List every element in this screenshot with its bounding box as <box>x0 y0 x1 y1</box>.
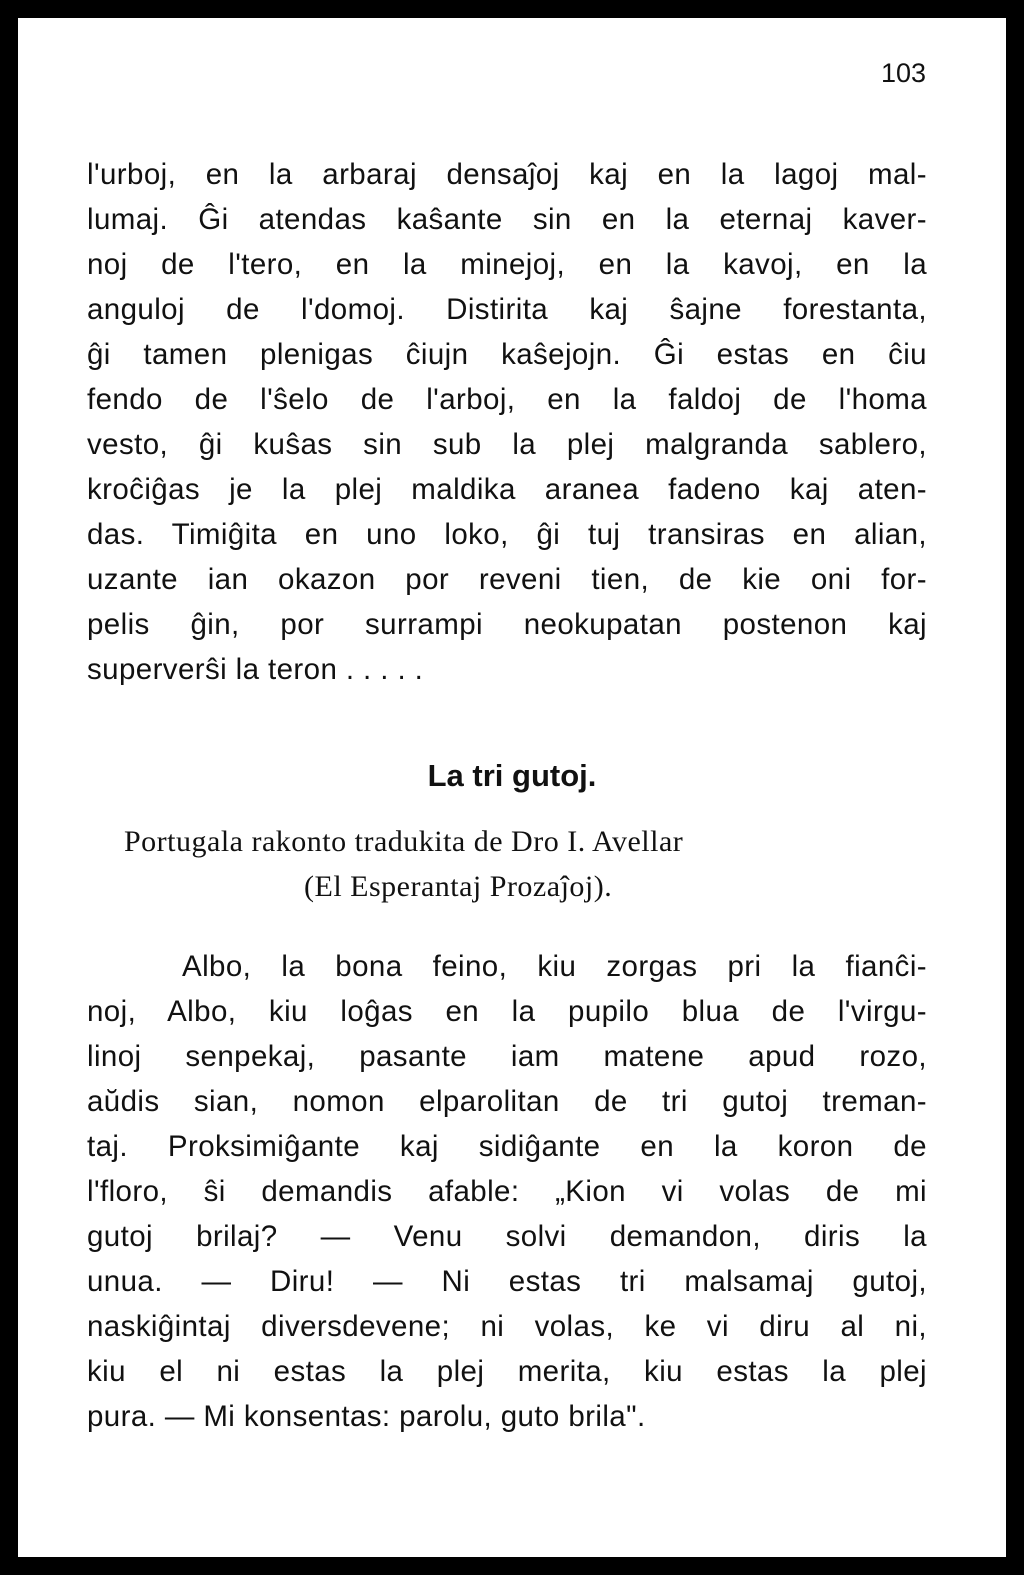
text-line: kiu el ni estas la plej merita, kiu estas la plej <box>87 1355 927 1388</box>
story-title: La tri gutoj. <box>427 758 597 793</box>
text-line: pura. — Mi konsentas: parolu, guto brila". <box>87 1400 646 1433</box>
text-line: l'floro, ŝi demandis afable: „Kion vi volas de mi <box>87 1175 927 1208</box>
text-line: taj. Proksimiĝante kaj sidiĝante en la koron de <box>87 1130 927 1163</box>
text-line: noj, Albo, kiu loĝas en la pupilo blua de l'virgu- <box>87 995 927 1028</box>
story-subtitle-source: (El Esperantaj Prozaĵoj). <box>304 870 613 903</box>
text-line: uzante ian okazon por reveni tien, de kie oni for- <box>87 563 927 596</box>
text-line: unua. — Diru! — Ni estas tri malsamaj gutoj, <box>87 1265 927 1298</box>
text-line: pelis ĝin, por surrampi neokupatan postenon kaj <box>87 608 927 641</box>
text-line: lumaj. Ĝi atendas kaŝante sin en la eternaj kaver- <box>87 203 927 236</box>
story-subtitle-translator: Portugala rakonto tradukita de Dro I. Avellar <box>124 825 684 858</box>
text-line: fendo de l'ŝelo de l'arboj, en la faldoj de l'homa <box>87 383 927 416</box>
text-line: kroĉiĝas je la plej maldika aranea fadeno kaj aten- <box>87 473 927 506</box>
text-line: l'urboj, en la arbaraj densaĵoj kaj en la lagoj mal- <box>87 158 927 191</box>
text-line: Albo, la bona feino, kiu zorgas pri la fianĉi- <box>182 950 927 983</box>
text-line: superverŝi la teron . . . . . <box>87 653 424 686</box>
text-line: noj de l'tero, en la minejoj, en la kavoj, en la <box>87 248 927 281</box>
text-line: ĝi tamen plenigas ĉiujn kaŝejojn. Ĝi estas en ĉiu <box>87 338 927 371</box>
text-line: aŭdis sian, nomon elparolitan de tri gutoj treman- <box>87 1085 927 1118</box>
text-line: anguloj de l'domoj. Distirita kaj ŝajne forestanta, <box>87 293 927 326</box>
text-line: linoj senpekaj, pasante iam matene apud rozo, <box>87 1040 927 1073</box>
page-number: 103 <box>880 58 926 88</box>
text-line: gutoj brilaj? — Venu solvi demandon, diris la <box>87 1220 927 1253</box>
text-line: vesto, ĝi kuŝas sin sub la plej malgranda sablero, <box>87 428 927 461</box>
text-line: das. Timiĝita en uno loko, ĝi tuj transiras en alian, <box>87 518 927 551</box>
text-line: naskiĝintaj diversdevene; ni volas, ke vi diru al ni, <box>87 1310 927 1343</box>
